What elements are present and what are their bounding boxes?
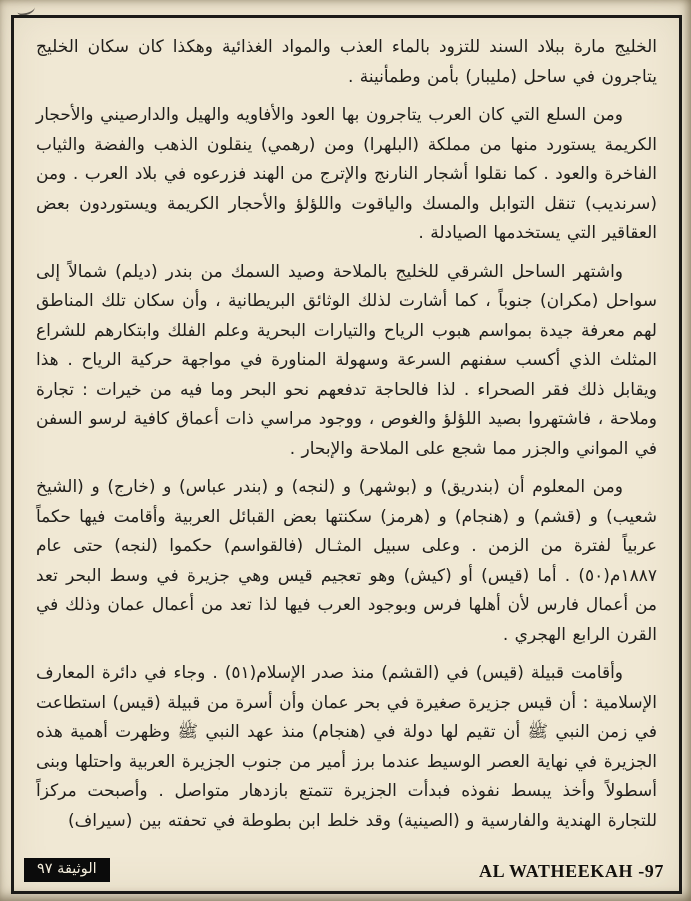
- journal-name-latin: AL WATHEEKAH -97: [479, 861, 664, 881]
- page-border-frame: [11, 15, 682, 894]
- paragraph-4: ومن المعلوم أن (بندريق) و (بوشهر) و (لنجه) و (بندر عباس) و (خارج) و (الشيخ شعيب) و (قشم) و (هنجام) و (هرمز) سكنتها بعض القبائل العربية وأقامت فيها حكماً عربياً لفترة من الزمن . وعلى سبيل المثـال (فالقواسم) حكموا (لنجه) حتى عام ١٨٨٧م(٥٠) . أما (قيس) أو (كيش) وهو تعجيم قيس وهي جزيرة في وسط البحر تعد من أعمال فارس لأن أهلها فرس وبوجود العرب فيها لذا تعد من أعمال عمان وذلك في القرن الرابع الهجري .: [36, 477, 657, 645]
- paragraph-5: وأقامت قبيلة (قيس) في (القشم) منذ صدر الإسلام(٥١) . وجاء في دائرة المعارف الإسلامية : أن قيس جزيرة صغيرة في بحر عمان وأن أسرة من قبيلة (قيس) استطاعت في زمن النبي ﷺ أن تقيم لها دولة في (هنجام) منذ عهد النبي ﷺ وظهرت أهمية هذه الجزيرة في نهاية العصر الوسيط عندما برز أمير من جنوب الجزيرة العربية واحتلها وبنى أسطولاً وأخذ يبسط نفوذه فبدأت الجزيرة تتمتع بازدهار متواصل . وأصبحت مركزاً للتجارة الهندية والفارسية و (الصينية) وقد خلط ابن بطوطة في تحفته بين (سيراف): [36, 663, 657, 831]
- page-text-block: [14, 18, 679, 847]
- paragraph-3: واشتهر الساحل الشرقي للخليج بالملاحة وصيد السمك من بندر (ديلم) شمالاً إلى سواحل (مكران) جنوباً ، كما أشارت لذلك الوثائق البريطانية ، وأن سكان تلك المناطق لهم معرفة جيدة بمواسم هبوب الرياح والتيارات البحرية وعلم الفلك وابتكارهم للشراع المثلث الذي أكسب سفنهم السرعة وسهولة المناورة في مواجهة حركية الرياح . هذا ويقابل ذلك فقر الصحراء . لذا فالحاجة تدفعهم نحو البحر وما فيه من خيرات : تجارة وملاحة ، فاشتهروا بصيد اللؤلؤ والغوص ، ووجود مراسي ذات أعماق كافية لرسو السفن في المواني والجزر مما شجع على الملاحة والإبحار .: [36, 261, 657, 459]
- paragraph-1: الخليج مارة ببلاد السند للتزود بالماء العذب والمواد الغذائية وهكذا كان سكان الخليج يتاجرون في ساحل (مليبار) بأمن وطمأنينة .: [36, 37, 657, 87]
- page-footer: [24, 858, 664, 882]
- journal-name-badge-arabic: الوثيقة ٩٧: [24, 858, 110, 882]
- paragraph-2: ومن السلع التي كان العرب يتاجرون بها العود والأفاويه والهيل والدارصيني والأحجار الكريمة يستورد منها من مملكة (البلهرا) ومن (رهمي) ينقلون الذهب والفضة والثياب الفاخرة والعود . كما نقلوا أشجار النارنج والإترج من الهند فزرعوه في بلاد العرب . ومن (سرنديب) تنقل التوابل والمسك والياقوت واللؤلؤ والأحجار الكريمة ويستوردون بعض العقاقير التي يستخدمها الصيادلة .: [36, 105, 657, 243]
